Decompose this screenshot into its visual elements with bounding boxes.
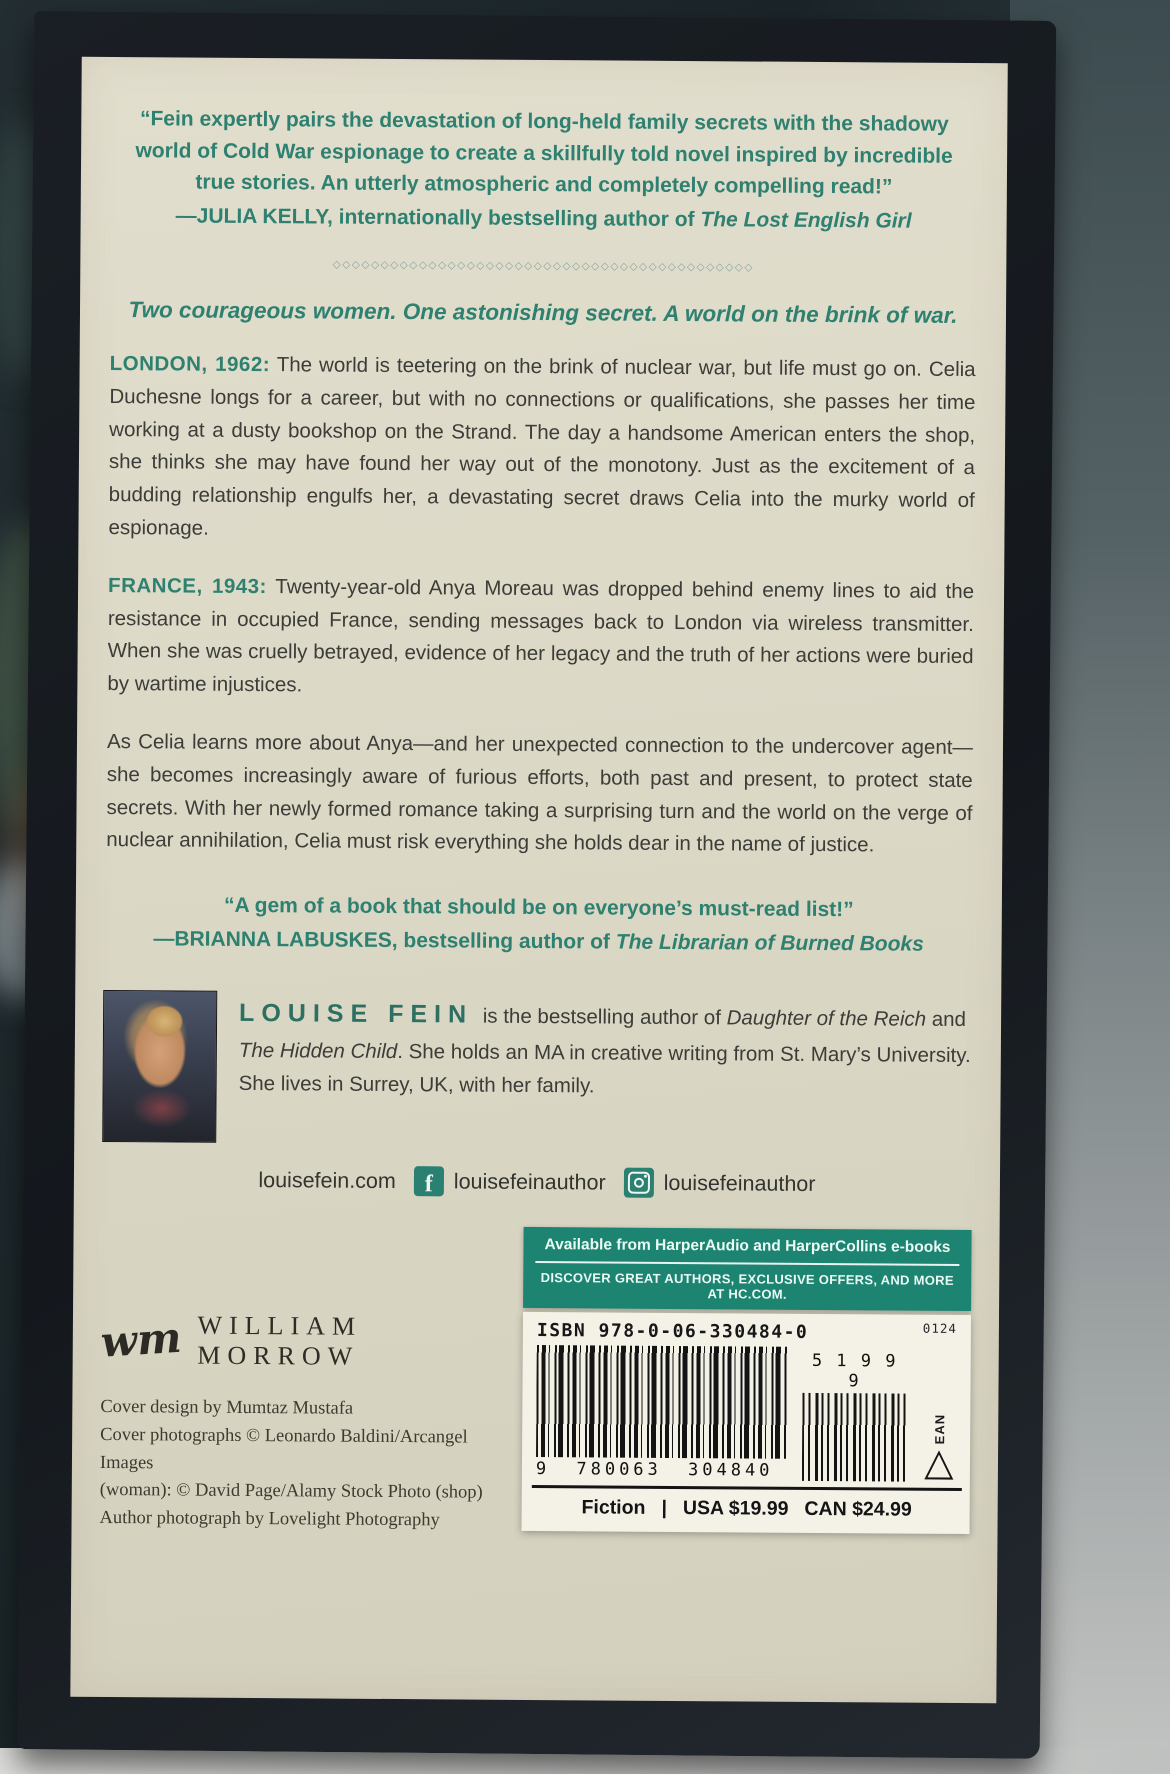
author-photo xyxy=(102,990,217,1143)
review-quote-top-attribution xyxy=(117,200,971,237)
paragraph-text: As Celia learns more about Anya—and her unexpected connection to the undercover agent—she becomes increasingly aware of furious efforts, both past and present, to protect state secrets. With her newly formed romance taking a surprising turn and the world on the verge of nuclear annihilation, Celia must risk everything she holds dear in the name of justice. xyxy=(106,729,974,857)
price-row xyxy=(536,1488,958,1528)
instagram-icon-lens xyxy=(634,1178,644,1188)
bio-text: is the bestselling author of xyxy=(482,1004,722,1030)
author-section xyxy=(102,990,973,1148)
synopsis-paragraph-conclusion xyxy=(106,726,973,863)
review-quote-top xyxy=(117,103,972,237)
back-cover-panel xyxy=(70,57,1007,1703)
barcode-box xyxy=(522,1312,972,1534)
credits-block xyxy=(99,1394,506,1536)
banner-divider xyxy=(535,1261,959,1266)
barcode-row xyxy=(536,1345,959,1482)
attribution-text: —JULIA KELLY, internationally bestselling author of xyxy=(175,203,695,231)
publisher-column xyxy=(99,1224,507,1536)
attribution-book-title: The Lost English Girl xyxy=(700,207,912,233)
facebook-icon-glyph: f xyxy=(424,1170,433,1197)
banner-line-2: DISCOVER GREAT AUTHORS, EXCLUSIVE OFFERS, AND MORE AT HC.COM. xyxy=(540,1270,954,1302)
review-quote-bottom-attribution xyxy=(104,923,974,961)
instagram-icon-frame xyxy=(628,1172,650,1194)
usa-price: USA $19.99 xyxy=(682,1497,789,1520)
credit-line: Cover photographs © Leonardo Baldini/Arcangel Images xyxy=(99,1424,468,1473)
banner-line-1: Available from HarperAudio and HarperCollins e-books xyxy=(544,1236,951,1257)
author-name: LOUISE FEIN xyxy=(239,999,474,1029)
supplement-barcode xyxy=(802,1351,907,1482)
ean-marking xyxy=(920,1413,958,1482)
review-quote-top-text: “Fein expertly pairs the devastation of long-held family secrets with the shadowy world of Cold War espionage to create a skillfully told novel inspired by incredible true stories. An utterly atmospheric and completely compelling read!” xyxy=(135,107,953,199)
paragraph-lead-in: LONDON, 1962: xyxy=(109,352,271,377)
instagram-icon-dot xyxy=(644,1175,647,1178)
print-code: 0124 xyxy=(922,1320,957,1337)
facebook-icon xyxy=(414,1166,444,1196)
publisher-name: WILLIAM MORROW xyxy=(197,1310,363,1371)
publisher-logo-row xyxy=(101,1310,507,1373)
facebook-handle[interactable]: louisefeinauthor xyxy=(453,1169,606,1195)
bio-text: and xyxy=(931,1007,967,1032)
synopsis-paragraph-london xyxy=(108,348,975,551)
barcode-digits: 9 780063 304840 xyxy=(535,1459,774,1481)
book-back-cover xyxy=(18,11,1057,1759)
credit-line: Author photograph by Lovelight Photography xyxy=(99,1508,440,1531)
bio-text: . She holds an MA in creative writing from St. Mary’s University. She lives in Surrey, UK, with her family. xyxy=(238,1039,971,1098)
bio-book-title: The Hidden Child xyxy=(238,1038,398,1063)
harpercollins-banner xyxy=(523,1227,972,1311)
author-bio xyxy=(239,993,974,1105)
review-quote-bottom-text: “A gem of a book that should be on everyone’s must-read list!” xyxy=(223,893,854,922)
instagram-icon xyxy=(624,1168,654,1198)
isbn-number: ISBN 978-0-06-330484-0 xyxy=(536,1320,809,1344)
supplement-digits: 5 1 9 9 9 xyxy=(811,1351,898,1392)
tagline: Two courageous women. One astonishing secret. A world on the brink of war. xyxy=(128,297,958,328)
triangle-icon: △ xyxy=(924,1441,954,1484)
paragraph-lead-in: FRANCE, 1943: xyxy=(108,573,268,598)
social-links-row xyxy=(102,1164,972,1200)
price-separator: | xyxy=(661,1497,668,1520)
author-website-link[interactable]: louisefein.com xyxy=(258,1167,396,1193)
synopsis-paragraph-france xyxy=(107,570,974,707)
review-quote-bottom xyxy=(104,889,974,960)
diamond-divider: ◇◇◇◇◇◇◇◇◇◇◇◇◇◇◇◇◇◇◇◇◇◇◇◇◇◇◇◇◇◇◇◇◇◇◇◇◇◇◇◇◇◇◇◇ xyxy=(332,258,755,274)
william-morrow-monogram-icon: wm xyxy=(99,1312,183,1367)
can-price: CAN $24.99 xyxy=(804,1498,912,1521)
ean-label: EAN xyxy=(931,1413,947,1444)
paragraph-text: Twenty-year-old Anya Moreau was dropped behind enemy lines to aid the resistance in occupied France, sending messages back to London via wireless transmitter. When she was cruelly betrayed, evidence of her legacy and the truth of her actions were buried by wartime injustices. xyxy=(107,574,975,697)
main-barcode xyxy=(536,1345,789,1481)
bottom-section xyxy=(99,1224,971,1539)
barcode-column xyxy=(522,1227,972,1534)
credit-line: Cover design by Mumtaz Mustafa xyxy=(100,1397,354,1419)
attribution-text: —BRIANNA LABUSKES, bestselling author of xyxy=(153,926,611,954)
category-label: Fiction xyxy=(581,1496,646,1519)
barcode-bars-icon xyxy=(536,1345,789,1459)
bio-book-title: Daughter of the Reich xyxy=(726,1006,927,1031)
instagram-handle[interactable]: louisefeinauthor xyxy=(663,1170,816,1196)
credit-line: (woman): © David Page/Alamy Stock Photo (shop) xyxy=(99,1480,483,1504)
attribution-book-title: The Librarian of Burned Books xyxy=(615,930,924,956)
barcode-bars-icon xyxy=(802,1393,907,1482)
paragraph-text: The world is teetering on the brink of nuclear war, but life must go on. Celia Duchesne longs for a career, but with no connections or qualifications, she passes her time working at a dusty bookshop on the Strand. The day a handsome American enters the shop, she thinks she may have found her way out of the monotony. Just as the excitement of a budding relationship engulfs her, a devastating secret draws Celia into the murky world of espionage. xyxy=(108,353,976,540)
